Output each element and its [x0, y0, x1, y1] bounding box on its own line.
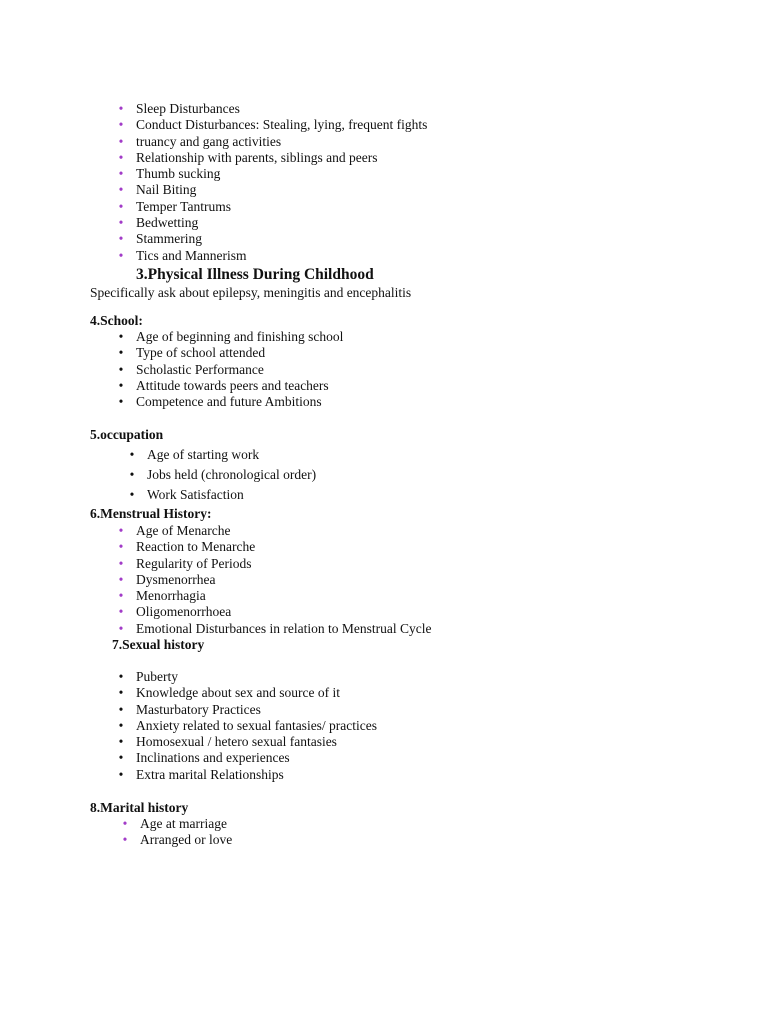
list-item: [118, 182, 427, 198]
bullet-icon: •: [118, 750, 124, 766]
list-item: [118, 539, 431, 555]
physical-illness-heading: 3.Physical Illness During Childhood: [136, 266, 374, 283]
bullet-icon: •: [118, 539, 124, 555]
bullet-icon: •: [118, 620, 124, 636]
list-item: [118, 588, 431, 604]
list-item-text: Thumb sucking: [136, 166, 221, 182]
physical-illness-text: Specifically ask about epilepsy, meningitis and encephalitis: [90, 285, 412, 300]
bullet-icon: •: [118, 701, 124, 717]
occupation-list: [129, 445, 317, 505]
list-item: [122, 832, 233, 848]
list-item: [118, 247, 427, 264]
list-item-text: Emotional Disturbances in relation to Menstrual Cycle: [136, 620, 432, 636]
bullet-icon: •: [118, 734, 124, 750]
list-item: [118, 604, 431, 620]
list-item-text: Age at marriage: [140, 816, 227, 831]
list-item: [118, 523, 431, 539]
list-item: [118, 620, 432, 637]
bullet-icon: •: [118, 329, 124, 344]
list-item-text: Knowledge about sex and source of it: [136, 685, 340, 701]
bullet-icon: •: [118, 669, 124, 684]
list-item-text: Competence and future Ambitions: [136, 394, 322, 410]
list-item: [129, 445, 316, 465]
list-item: [118, 198, 427, 215]
list-item-text: Tics and Mannerism: [136, 247, 247, 263]
list-item-text: Homosexual / hetero sexual fantasies: [136, 734, 337, 750]
list-item: [118, 734, 377, 750]
list-item-text: Menorrhagia: [136, 588, 206, 604]
list-item-text: Anxiety related to sexual fantasies/ practices: [136, 717, 378, 733]
marital-heading: 8.Marital history: [90, 800, 189, 815]
list-item-text: Masturbatory Practices: [136, 701, 261, 717]
list-item-text: Arranged or love: [140, 832, 233, 848]
list-item: [129, 485, 316, 505]
list-item-text: Oligomenorrhoea: [136, 604, 232, 620]
bullet-icon: •: [118, 717, 124, 733]
list-item-text: Type of school attended: [136, 345, 266, 361]
list-item: [118, 750, 377, 766]
bullet-icon: •: [118, 588, 124, 604]
list-item-text: Stammering: [136, 231, 202, 247]
bullet-icon: •: [118, 377, 124, 393]
list-item: [118, 394, 343, 410]
list-item: [118, 231, 427, 247]
bullet-icon: •: [118, 523, 124, 538]
bullet-icon: •: [118, 555, 124, 571]
list-item-text: Extra marital Relationships: [136, 766, 284, 782]
bullet-icon: •: [118, 133, 124, 149]
bullet-icon: •: [118, 685, 124, 701]
list-item: [118, 117, 428, 133]
list-item-text: Age of Menarche: [136, 523, 231, 538]
bullet-icon: •: [118, 766, 124, 782]
list-item: [118, 717, 378, 734]
bullet-icon: •: [118, 166, 124, 182]
list-item: [118, 101, 427, 117]
list-item: [118, 377, 343, 394]
list-item-text: Puberty: [136, 669, 178, 684]
list-item-text: Age of beginning and finishing school: [136, 329, 344, 344]
list-item: [118, 149, 427, 166]
bullet-icon: •: [118, 215, 124, 231]
list-item: [118, 215, 427, 231]
list-item-text: Age of starting work: [147, 447, 260, 462]
list-item: [129, 465, 317, 485]
childhood-list: [118, 101, 428, 264]
list-item-text: Regularity of Periods: [136, 555, 252, 571]
list-item: [118, 329, 344, 345]
list-item-text: Sleep Disturbances: [136, 101, 240, 116]
list-item: [118, 133, 427, 150]
sexual-list: [118, 669, 378, 783]
bullet-icon: •: [129, 447, 135, 462]
bullet-icon: •: [122, 816, 128, 831]
list-item: [118, 166, 427, 182]
list-item-text: Conduct Disturbances: Stealing, lying, frequent fights: [136, 117, 428, 133]
list-item-text: Dysmenorrhea: [136, 571, 216, 587]
list-item: [118, 571, 431, 588]
bullet-icon: •: [118, 198, 124, 214]
list-item: [118, 669, 377, 685]
list-item: [118, 555, 431, 572]
bullet-icon: •: [118, 361, 124, 377]
occupation-heading: 5.occupation: [90, 427, 164, 442]
bullet-icon: •: [118, 149, 124, 165]
list-item: [118, 685, 377, 701]
school-heading: 4.School:: [90, 313, 143, 328]
list-item: [118, 345, 343, 361]
menstrual-list: [118, 523, 432, 637]
list-item-text: Reaction to Menarche: [136, 539, 256, 555]
bullet-icon: •: [118, 117, 124, 133]
sexual-heading: 7.Sexual history: [112, 637, 205, 652]
list-item-text: Bedwetting: [136, 215, 199, 231]
list-item-text: Jobs held (chronological order): [147, 467, 317, 482]
list-item-text: Work Satisfaction: [147, 487, 244, 502]
bullet-icon: •: [118, 345, 124, 361]
school-list: [118, 329, 344, 410]
list-item-text: truancy and gang activities: [136, 133, 282, 149]
bullet-icon: •: [118, 571, 124, 587]
menstrual-heading: 6.Menstrual History:: [90, 506, 212, 521]
bullet-icon: •: [118, 101, 124, 116]
bullet-icon: •: [122, 832, 128, 848]
bullet-icon: •: [118, 231, 124, 247]
marital-list: [122, 816, 233, 849]
bullet-icon: •: [118, 604, 124, 620]
bullet-icon: •: [118, 394, 124, 410]
list-item-text: Attitude towards peers and teachers: [136, 377, 329, 393]
list-item: [118, 701, 377, 718]
list-item-text: Nail Biting: [136, 182, 197, 198]
list-item: [122, 816, 232, 832]
list-item-text: Temper Tantrums: [136, 198, 231, 214]
list-item-text: Relationship with parents, siblings and peers: [136, 149, 378, 165]
bullet-icon: •: [118, 247, 124, 263]
bullet-icon: •: [129, 487, 135, 502]
list-item: [118, 766, 377, 783]
list-item: [118, 361, 343, 378]
list-item-text: Scholastic Performance: [136, 361, 264, 377]
bullet-icon: •: [118, 182, 124, 198]
bullet-icon: •: [129, 467, 135, 482]
list-item-text: Inclinations and experiences: [136, 750, 290, 766]
